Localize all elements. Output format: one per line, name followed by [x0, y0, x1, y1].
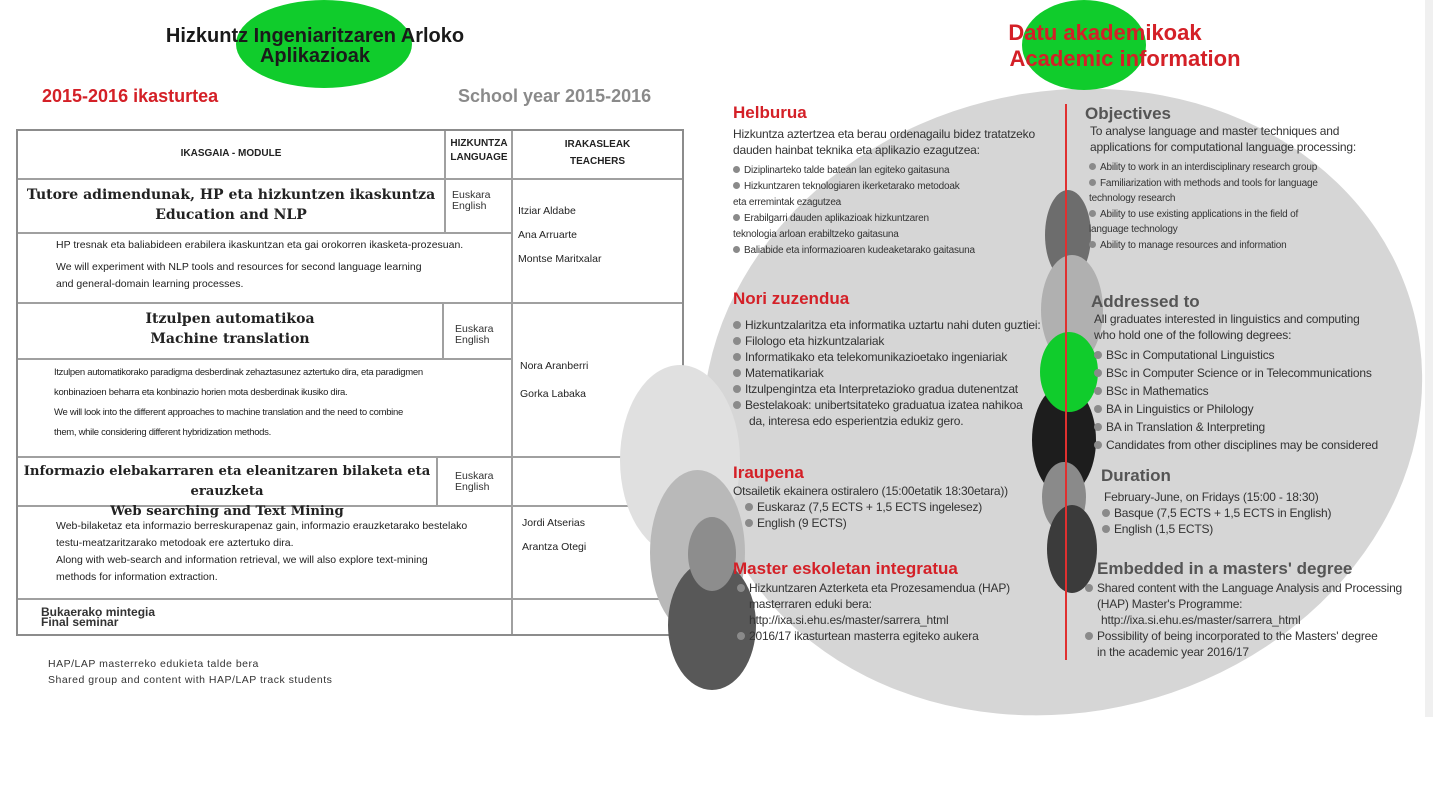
left-title-line2: Aplikazioak	[259, 45, 371, 67]
right-title-line1: Datu akademikoak	[1008, 20, 1202, 45]
header-teachers: IRAKASLEAK TEACHERS	[564, 139, 631, 167]
objectives-intro: To analyse language and master techniques and applications for computational language processing:	[1090, 124, 1356, 154]
header-module: IKASGAIA - MODULE	[180, 148, 282, 159]
helburua-list: Diziplinarteko talde batean lan egiteko gaitasuna Hizkuntzaren teknologiaren ikerketarako metodoak eta erremintak ezagutzea Erabilgarri dauden aplikazioak hizkuntzaren teknologia arloan erabiltzeko gaitasuna Baliabide eta informazioaren kudeaketarako gaitasuna	[733, 165, 975, 256]
section-heading-objectives: Objectives	[1085, 104, 1171, 123]
right-title	[960, 20, 1250, 72]
master-list: Hizkuntzaren Azterketa eta Prozesamendua (HAP) masterraren eduki bera: http://ixa.si.ehu.es/master/sarrera_html 2016/17 ikasturtean masterra egiteko aukera	[737, 580, 1067, 644]
section-heading-helburua: Helburua	[733, 103, 807, 122]
page-edge-strip	[1425, 0, 1433, 717]
course-title-education-nlp: Tutore adimendunak, HP eta hizkuntzen ikaskuntza Education and NLP	[26, 187, 436, 223]
section-heading-master: Master eskoletan integratua	[733, 559, 958, 578]
addressed-intro: All graduates interested in linguistics and computing who hold one of the following degrees:	[1094, 312, 1360, 342]
header-language: HIZKUNTZA LANGUAGE	[450, 138, 508, 163]
section-heading-iraupena: Iraupena	[733, 463, 804, 482]
course-language: Euskara English	[455, 323, 494, 346]
section-heading-embedded: Embedded in a masters' degree	[1097, 559, 1353, 578]
course-teachers: Jordi Atserias Arantza Otegi	[522, 517, 587, 553]
helburua-intro: Hizkuntza aztertzea eta berau ordenagailu bidez tratatzeko dauden hainbat teknika eta aplikazio ezagutzea:	[733, 127, 1035, 157]
course-description: HP tresnak eta baliabideen erabilera ikaskuntzan eta gai orokorren ikasketa-prozesuan. We will experiment with NLP tools and resources for second language learning and general-domain learning processes.	[56, 239, 464, 290]
nori-list: Hizkuntzalaritza eta informatika uztartu nahi duten guztiei: Filologo eta hizkuntzalariak Informatikako eta telekomunikazioetako ingeniariak Matematikariak Itzulpengintza eta Interpretazioko gradua dutenentzat Bestelakoak: unibertsitateko graduatua izatea nahikoa da, interesa edo esperientzia edukiz gero.	[733, 317, 1073, 429]
decor-blob	[688, 517, 736, 591]
final-seminar: Bukaerako mintegia Final seminar	[41, 605, 156, 629]
iraupena-intro: Otsailetik ekainera ostiralero (15:00etatik 18:30etara))	[733, 484, 1008, 498]
objectives-list: Ability to work in an interdisciplinary research group Familiarization with methods and tools for language technology research Ability to use existing applications in the field of language technology Ability to manage resources and information	[1089, 162, 1318, 251]
course-language: Euskara English	[455, 470, 494, 493]
embedded-list: Shared content with the Language Analysis and Processing (HAP) Master's Programme: http://ixa.si.ehu.es/master/sarrera_html Possibility of being incorporated to the Masters' degree in the academic year 2016/17	[1085, 580, 1425, 660]
right-title-line2: Academic information	[1009, 46, 1241, 71]
left-title-line1: Hizkuntz Ingeniaritzaren Arloko	[165, 25, 465, 47]
duration-list: Basque (7,5 ECTS + 1,5 ECTS in English) English (1,5 ECTS)	[1102, 505, 1331, 537]
course-teachers: Itziar Aldabe Ana Arruarte Montse Maritxalar	[518, 205, 602, 265]
addressed-list: BSc in Computational Linguistics BSc in Computer Science or in Telecommunications BSc in Mathematics BA in Linguistics or Philology BA in Translation & Interpreting Candidates from other disciplines may be considered	[1094, 346, 1424, 454]
footnote: HAP/LAP masterreko edukieta talde bera Shared group and content with HAP/LAP track students	[48, 658, 333, 686]
course-table	[16, 129, 684, 636]
course-title-machine-translation: Itzulpen automatikoa Machine translation	[145, 311, 315, 347]
course-language: Euskara English	[452, 189, 491, 212]
left-title	[150, 26, 480, 66]
section-heading-addressed: Addressed to	[1091, 292, 1200, 311]
course-description: Itzulpen automatikorako paradigma desberdinak zehaztasunez aztertuko dira, eta paradigmen konbinazioen beharra eta konbinazio horien mota desberdinak ikusiko dira. We will look into the different approaches to machine translation and the need to combine them, while considering different hybridization methods.	[54, 367, 423, 438]
duration-intro: February-June, on Fridays (15:00 - 18:30)	[1104, 490, 1319, 504]
course-teachers: Nora Aranberri Gorka Labaka	[520, 360, 589, 400]
course-title-web-searching: Informazio elebakarraren eta eleanitzaren bilaketa eta erauzketa Web searching and Text Mining	[23, 464, 431, 519]
school-year-eu: 2015-2016 ikasturtea	[42, 86, 219, 106]
iraupena-list: Euskaraz (7,5 ECTS + 1,5 ECTS ingelesez) English (9 ECTS)	[745, 499, 982, 531]
course-description: Web-bilaketaz eta informazio berreskurapenaz gain, informazio erauzketarako bestelako testu-meatzaritzarako metodoak ere aztertuko dira. Along with web-search and information retrieval, we will also explore text-mining methods for information extraction.	[56, 520, 468, 583]
section-heading-nori: Nori zuzendua	[733, 289, 850, 308]
school-year-en: School year 2015-2016	[458, 86, 652, 106]
section-heading-duration: Duration	[1101, 466, 1171, 485]
